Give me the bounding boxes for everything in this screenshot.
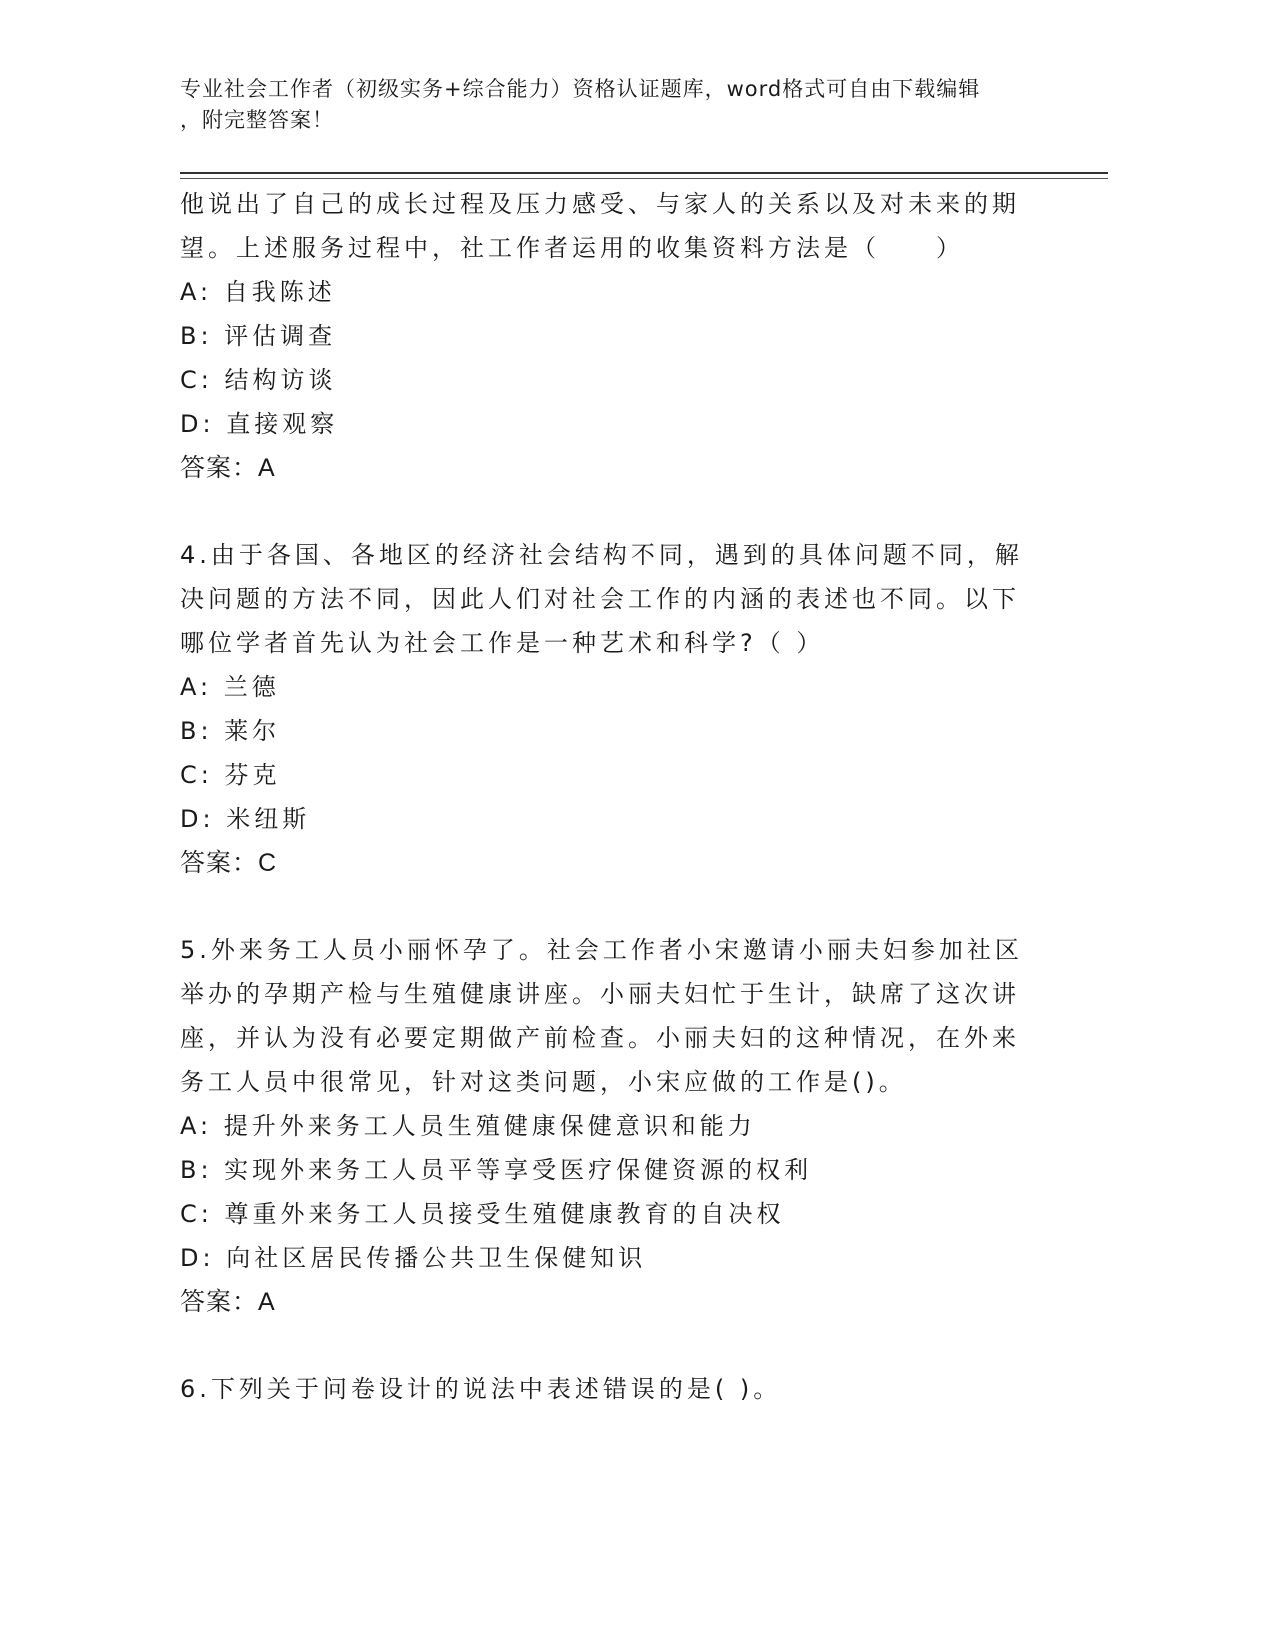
option-c: C: 结构访谈 xyxy=(180,366,337,394)
spacer xyxy=(180,1324,1040,1367)
question-stem-line: 6.下列关于问卷设计的说法中表述错误的是( )。 xyxy=(180,1375,782,1403)
spacer xyxy=(180,490,1040,533)
option-d: D: 向社区居民传播公共卫生保健知识 xyxy=(180,1244,647,1272)
question-3 xyxy=(180,182,1040,490)
question-content xyxy=(180,182,1040,1411)
question-stem-line: 5.外来务工人员小丽怀孕了。社会工作者小宋邀请小丽夫妇参加社区 xyxy=(180,936,1023,964)
question-stem-line: 务工人员中很常见，针对这类问题，小宋应做的工作是()。 xyxy=(180,1068,907,1096)
question-stem-line: 他说出了自己的成长过程及压力感受、与家人的关系以及对未来的期 xyxy=(180,190,1020,218)
document-header xyxy=(180,74,1050,136)
answer-label: 答案：A xyxy=(180,454,276,482)
option-c: C: 芬克 xyxy=(180,761,281,789)
question-stem-line: 哪位学者首先认为社会工作是一种艺术和科学?（ ） xyxy=(180,629,825,657)
answer-label: 答案：C xyxy=(180,849,278,877)
question-stem-line: 决问题的方法不同，因此人们对社会工作的内涵的表述也不同。以下 xyxy=(180,585,1020,613)
spacer xyxy=(180,885,1040,928)
question-5 xyxy=(180,928,1040,1324)
option-b: B: 评估调查 xyxy=(180,322,337,350)
option-a: A: 兰德 xyxy=(180,673,280,701)
option-d: D: 直接观察 xyxy=(180,410,339,438)
question-stem-line: 4.由于各国、各地区的经济社会结构不同，遇到的具体问题不同，解 xyxy=(180,541,1023,569)
option-b: B: 实现外来务工人员平等享受医疗保健资源的权利 xyxy=(180,1156,813,1184)
question-stem-line: 举办的孕期产检与生殖健康讲座。小丽夫妇忙于生计，缺席了这次讲 xyxy=(180,980,1020,1008)
answer-label: 答案：A xyxy=(180,1288,276,1316)
option-a: A: 提升外来务工人员生殖健康保健意识和能力 xyxy=(180,1112,756,1140)
header-rule-thick xyxy=(180,172,1108,174)
question-stem-line: 座，并认为没有必要定期做产前检查。小丽夫妇的这种情况，在外来 xyxy=(180,1024,1020,1052)
option-c: C: 尊重外来务工人员接受生殖健康教育的自决权 xyxy=(180,1200,785,1228)
option-d: D: 米纽斯 xyxy=(180,805,311,833)
option-b: B: 莱尔 xyxy=(180,717,281,745)
header-line-1: 专业社会工作者（初级实务+综合能力）资格认证题库，word格式可自由下载编辑 xyxy=(180,77,981,101)
option-a: A: 自我陈述 xyxy=(180,278,336,306)
header-line-2: ，附完整答案！ xyxy=(180,108,334,132)
question-6 xyxy=(180,1367,1040,1411)
header-rule-thin xyxy=(180,178,1108,179)
question-4 xyxy=(180,533,1040,885)
question-stem-line: 望。上述服务过程中，社工作者运用的收集资料方法是（ ） xyxy=(180,234,964,262)
